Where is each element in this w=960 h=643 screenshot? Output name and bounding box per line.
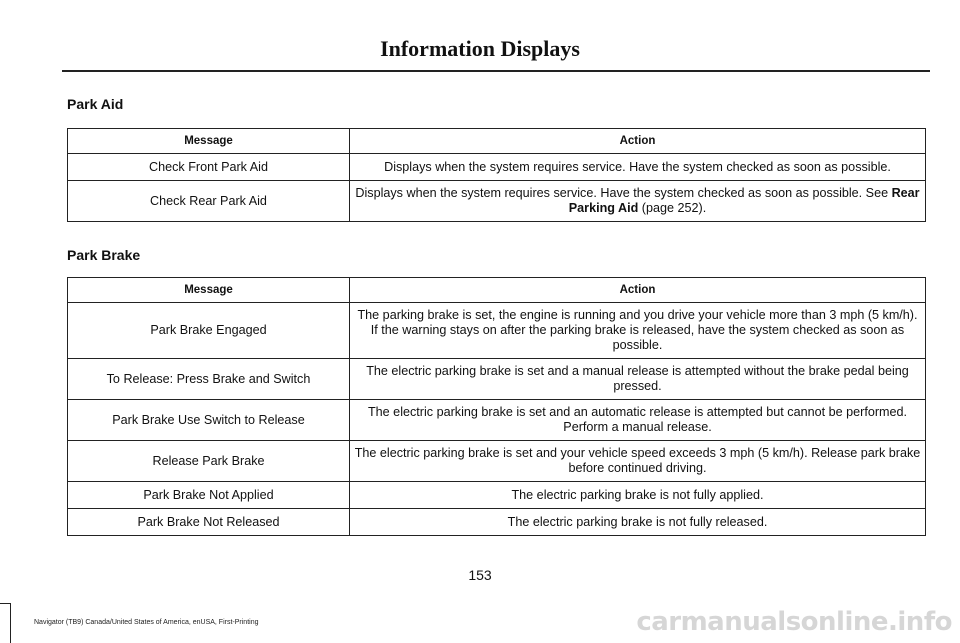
message-cell: Release Park Brake: [68, 441, 350, 482]
page-header: Information Displays: [380, 36, 580, 61]
table-header-row: [68, 278, 926, 303]
page-number: 153: [468, 567, 492, 583]
action-cell: Displays when the system requires service. Have the system checked as soon as possible.: [350, 154, 926, 181]
action-cell: The parking brake is set, the engine is running and you drive your vehicle more than 3 mph (5 km/h). If the warning stays on after the parking brake is released, have the system checked as soon as possible.: [350, 303, 926, 359]
message-cell: Park Brake Not Released: [68, 509, 350, 536]
crop-mark-left-horizontal: [0, 603, 11, 604]
table-row: [68, 359, 926, 400]
table-row: [68, 303, 926, 359]
action-cell: The electric parking brake is not fully applied.: [350, 482, 926, 509]
table-row: [68, 181, 926, 222]
cross-reference-link[interactable]: Rear Parking Aid: [568, 186, 920, 215]
column-header-action: Action: [350, 278, 926, 303]
column-header-message: Message: [68, 278, 350, 303]
watermark: carmanualsonline.info: [636, 607, 952, 637]
message-cell: To Release: Press Brake and Switch: [68, 359, 350, 400]
message-cell: Park Brake Engaged: [68, 303, 350, 359]
park-aid-table: [67, 128, 926, 222]
page-reference: (page 252).: [638, 201, 707, 215]
section-title-park-aid: Park Aid: [67, 96, 124, 112]
table-row: [68, 441, 926, 482]
action-text: Displays when the system requires service. Have the system checked as soon as possible. See: [355, 186, 892, 200]
action-cell: The electric parking brake is set and an automatic release is attempted but cannot be performed. Perform a manual release.: [350, 400, 926, 441]
action-cell: [350, 181, 926, 222]
message-cell: Park Brake Use Switch to Release: [68, 400, 350, 441]
message-cell: Park Brake Not Applied: [68, 482, 350, 509]
action-cell: The electric parking brake is set and a manual release is attempted without the brake pedal being pressed.: [350, 359, 926, 400]
message-cell: Check Front Park Aid: [68, 154, 350, 181]
table-row: [68, 400, 926, 441]
message-cell: Check Rear Park Aid: [68, 181, 350, 222]
table-row: [68, 482, 926, 509]
action-cell: The electric parking brake is not fully released.: [350, 509, 926, 536]
action-cell: The electric parking brake is set and your vehicle speed exceeds 3 mph (5 km/h). Release park brake before continued driving.: [350, 441, 926, 482]
column-header-message: Message: [68, 129, 350, 154]
table-row: [68, 154, 926, 181]
column-header-action: Action: [350, 129, 926, 154]
header-rule: [62, 70, 930, 72]
crop-mark-left: [10, 603, 11, 643]
table-row: [68, 509, 926, 536]
park-brake-table: [67, 277, 926, 536]
footer-text: Navigator (TB9) Canada/United States of America, enUSA, First-Printing: [34, 619, 259, 626]
table-header-row: [68, 129, 926, 154]
section-title-park-brake: Park Brake: [67, 247, 141, 263]
